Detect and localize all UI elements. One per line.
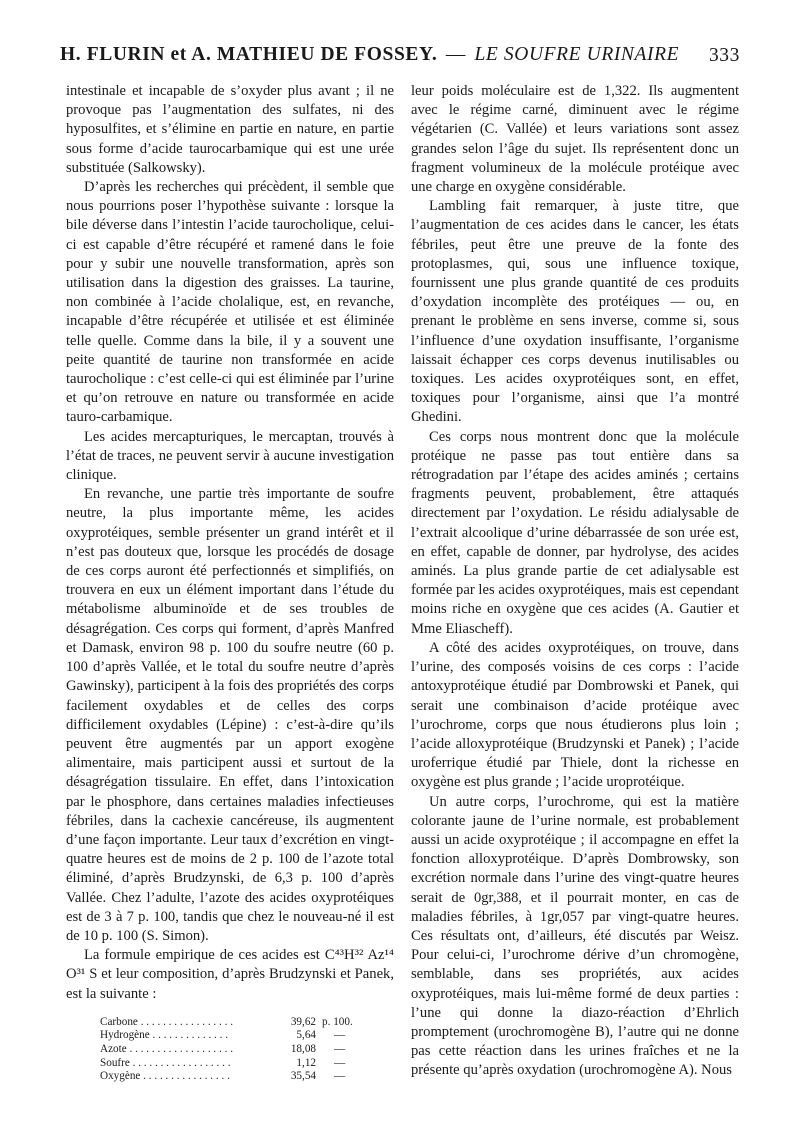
element-value: 39,62 <box>290 1015 316 1028</box>
element-unit: — <box>334 1056 346 1069</box>
table-row <box>100 1029 394 1043</box>
paragraph: intestinale et incapable de s’oxyder plus avant ; il ne provoque pas l’augmentation des sulfates, ni des hyposulfites, et s’élimine en partie en nature, en partie sous forme d’acide taurocarbamique qui est une urée substituée (Salkowsky). <box>66 83 394 176</box>
composition-table <box>100 1016 394 1084</box>
element-name: Soufre . . . . . . . . . . . . . . . . . . <box>100 1056 231 1069</box>
element-name: Hydrogène . . . . . . . . . . . . . . <box>100 1029 229 1042</box>
table-row <box>100 1043 394 1057</box>
paragraph: En revanche, une partie très importante de soufre neutre, la plus importante même, les acides oxyprotéiques, semble présenter un grand intérêt et il n’est pas douteux que, lorsque les procédés de dosage de ces corps auront été perfectionnés et simplifiés, on trouvera en eux un élément important dans l’étude du métabolisme albuminoïde et de ses troubles de désagrégation. Ces corps qui forment, d’après Manfred et Damask, environ 98 p. 100 du soufre neutre (60 p. 100 d’après Vallée, et le total du soufre neutre d’après Gawinsky), participent à la fois des propriétés des corps facilement oxydables et de celles des corps difficilement oxydables (Lépine) : c’est-à-dire qu’ils peuvent être augmentés par un apport exogène alimentaire, mais participent aussi et surtout de la désagrégation tissulaire. En effet, dans l’intoxication par le phosphore, dans certaines maladies infectieuses fébriles, dans la cachexie cancéreuse, ils augmentent d’une façon importante. Leur taux d’excrétion en vingt-quatre heures est de moins de 2 p. 100 de l’azote total éliminé, d’après Brudzynski, de 6,3 p. 100 d’après Vallée. Chez l’adulte, l’azote des acides oxyprotéiques est de 3 à 7 p. 100, tandis que chez le nouveau-né il est de 10 p. 100 (S. Simon). <box>66 486 394 944</box>
element-name: Azote . . . . . . . . . . . . . . . . . . . <box>100 1042 233 1055</box>
header-authors: H. FLURIN et A. MATHIEU DE FOSSEY. <box>60 44 438 65</box>
paragraph: Les acides mercapturiques, le mercaptan, trouvés à l’état de traces, ne peuvent servir à aucune investigation clinique. <box>66 428 394 484</box>
table-row <box>100 1016 394 1030</box>
element-value: 18,08 <box>290 1042 316 1055</box>
element-value: 1,12 <box>296 1056 316 1069</box>
element-unit: p. 100. <box>322 1015 353 1028</box>
paragraph: Ces corps nous montrent donc que la molécule protéique ne passe pas tout entière dans sa rétrogradation par l’étape des acides aminés ; certains fragments peuvent, probablement, être attaqués directement par l’oxydation. Le résidu adialysable de l’extrait alcoolique d’urine débarrassée de son urée est, en effet, capable de donner, par hydrolyse, des acides aminés. La plus grande partie de cet adialysable est formée par les acides oxyprotéiques, mais est cependant moins riche en oxygène que ces acides (A. Gautier et Mme Eliascheff). <box>411 428 739 637</box>
right-column <box>411 82 739 1081</box>
table-row <box>100 1057 394 1071</box>
element-name: Carbone . . . . . . . . . . . . . . . . . <box>100 1015 233 1028</box>
running-header <box>60 44 740 66</box>
paragraph: leur poids moléculaire est de 1,322. Ils augmentent avec le régime carné, diminuent avec le régime végétarien (C. Vallée) et leurs variations sont assez grandes selon l’âge du sujet. Ils représentent donc un fragment volumineux de la molécule protéique avec une charge en oxygène considérable. <box>411 83 739 196</box>
paragraph: La formule empirique de ces acides est C⁴³H³² Az¹⁴ O³¹ S et leur composition, d’après Brudzynski et Panek, est la suivante : <box>66 947 394 1002</box>
paragraph: D’après les recherches qui précèdent, il semble que nous pourrions poser l’hypothèse suivante : lorsque la bile déverse dans l’intestin l’acide taurocholique, celui-ci est capable d’être récupéré et ramené dans le foie pour y subir une nouvelle transformation, après son utilisation dans la digestion des graisses. La taurine, non combinée à l’acide cholalique, est, en revanche, incapable d’être récupérée et utilisée et est éliminée telle quelle. Comme dans la bile, il y a souvent une peite quantité de taurine non transformée en acide taurocholique : c’est celle-ci qui est éliminée par l’urine et qu’on retrouve en nature ou transformée en acide tauro-carbamique. <box>66 179 394 426</box>
element-value: 5,64 <box>296 1029 316 1042</box>
element-unit: — <box>334 1070 346 1083</box>
element-value: 35,54 <box>290 1070 316 1083</box>
page-number: 333 <box>708 45 740 66</box>
header-running-title: LE SOUFRE URINAIRE <box>474 44 680 65</box>
left-column <box>66 82 394 1084</box>
header-separator: — <box>445 44 466 65</box>
paragraph: Un autre corps, l’urochrome, qui est la matière colorante jaune de l’urine normale, est probablement aussi un acide oxyprotéique ; il accompagne en effet la fonction alloxyprotéique. D’après Dombrowsky, son excrétion normale dans l’urine des vingt-quatre heures serait de 0gr,388, et il pourrait monter, en cas de maladies fébriles, à 1gr,057 par vingt-quatre heures. Ces résultats ont, d’ailleurs, été discutés par Weisz. Pour celui-ci, l’urochrome dérive d’un chromogène, semblable, dans ses propriétés, aux acides oxyprotéiques, mais lui-même formé de deux parties : l’une qui donne la diazo-réaction d’Ehrlich promptement (urochromogène B), l’autre qui ne donne pas cette réaction dans les urines fraîches et ne la présente qu’après oxydation (urochromogène A). Nous <box>411 793 739 1079</box>
element-unit: — <box>334 1042 346 1055</box>
element-unit: — <box>334 1029 346 1042</box>
element-name: Oxygène . . . . . . . . . . . . . . . . <box>100 1070 230 1083</box>
paragraph: Lambling fait remarquer, à juste titre, que l’augmentation de ces acides dans le cancer, les états fébriles, peut être une preuve de la fonte des protoplasmes, qui, sous une influence toxique, fournissent une plus grande quantité de ces produits d’oxydation incomplète des protéiques — ou, en prenant le problème en sens inverse, comme si, sous l’influence d’une oxydation insuffisante, l’organisme laissait échapper ces corps devenus inutilisables ou toxiques. Les acides oxyprotéiques sont, en effet, toxiques pour l’organisme, ainsi que l’a montré Ghedini. <box>411 198 739 426</box>
table-row <box>100 1070 394 1084</box>
paragraph: A côté des acides oxyprotéiques, on trouve, dans l’urine, des composés voisins de ces corps : l’acide antoxyprotéique étudié par Dombrowski et Panek, qui serait une combinaison d’acide protéique avec l’urochrome, corps que nous étudierons plus loin ; l’acide alloxyprotéique (Brudzynski et Panek) ; l’acide uroferrique étudié par Thiele, dont la richesse en oxygène est plus grande ; l’acide uroprotéique. <box>411 639 739 791</box>
